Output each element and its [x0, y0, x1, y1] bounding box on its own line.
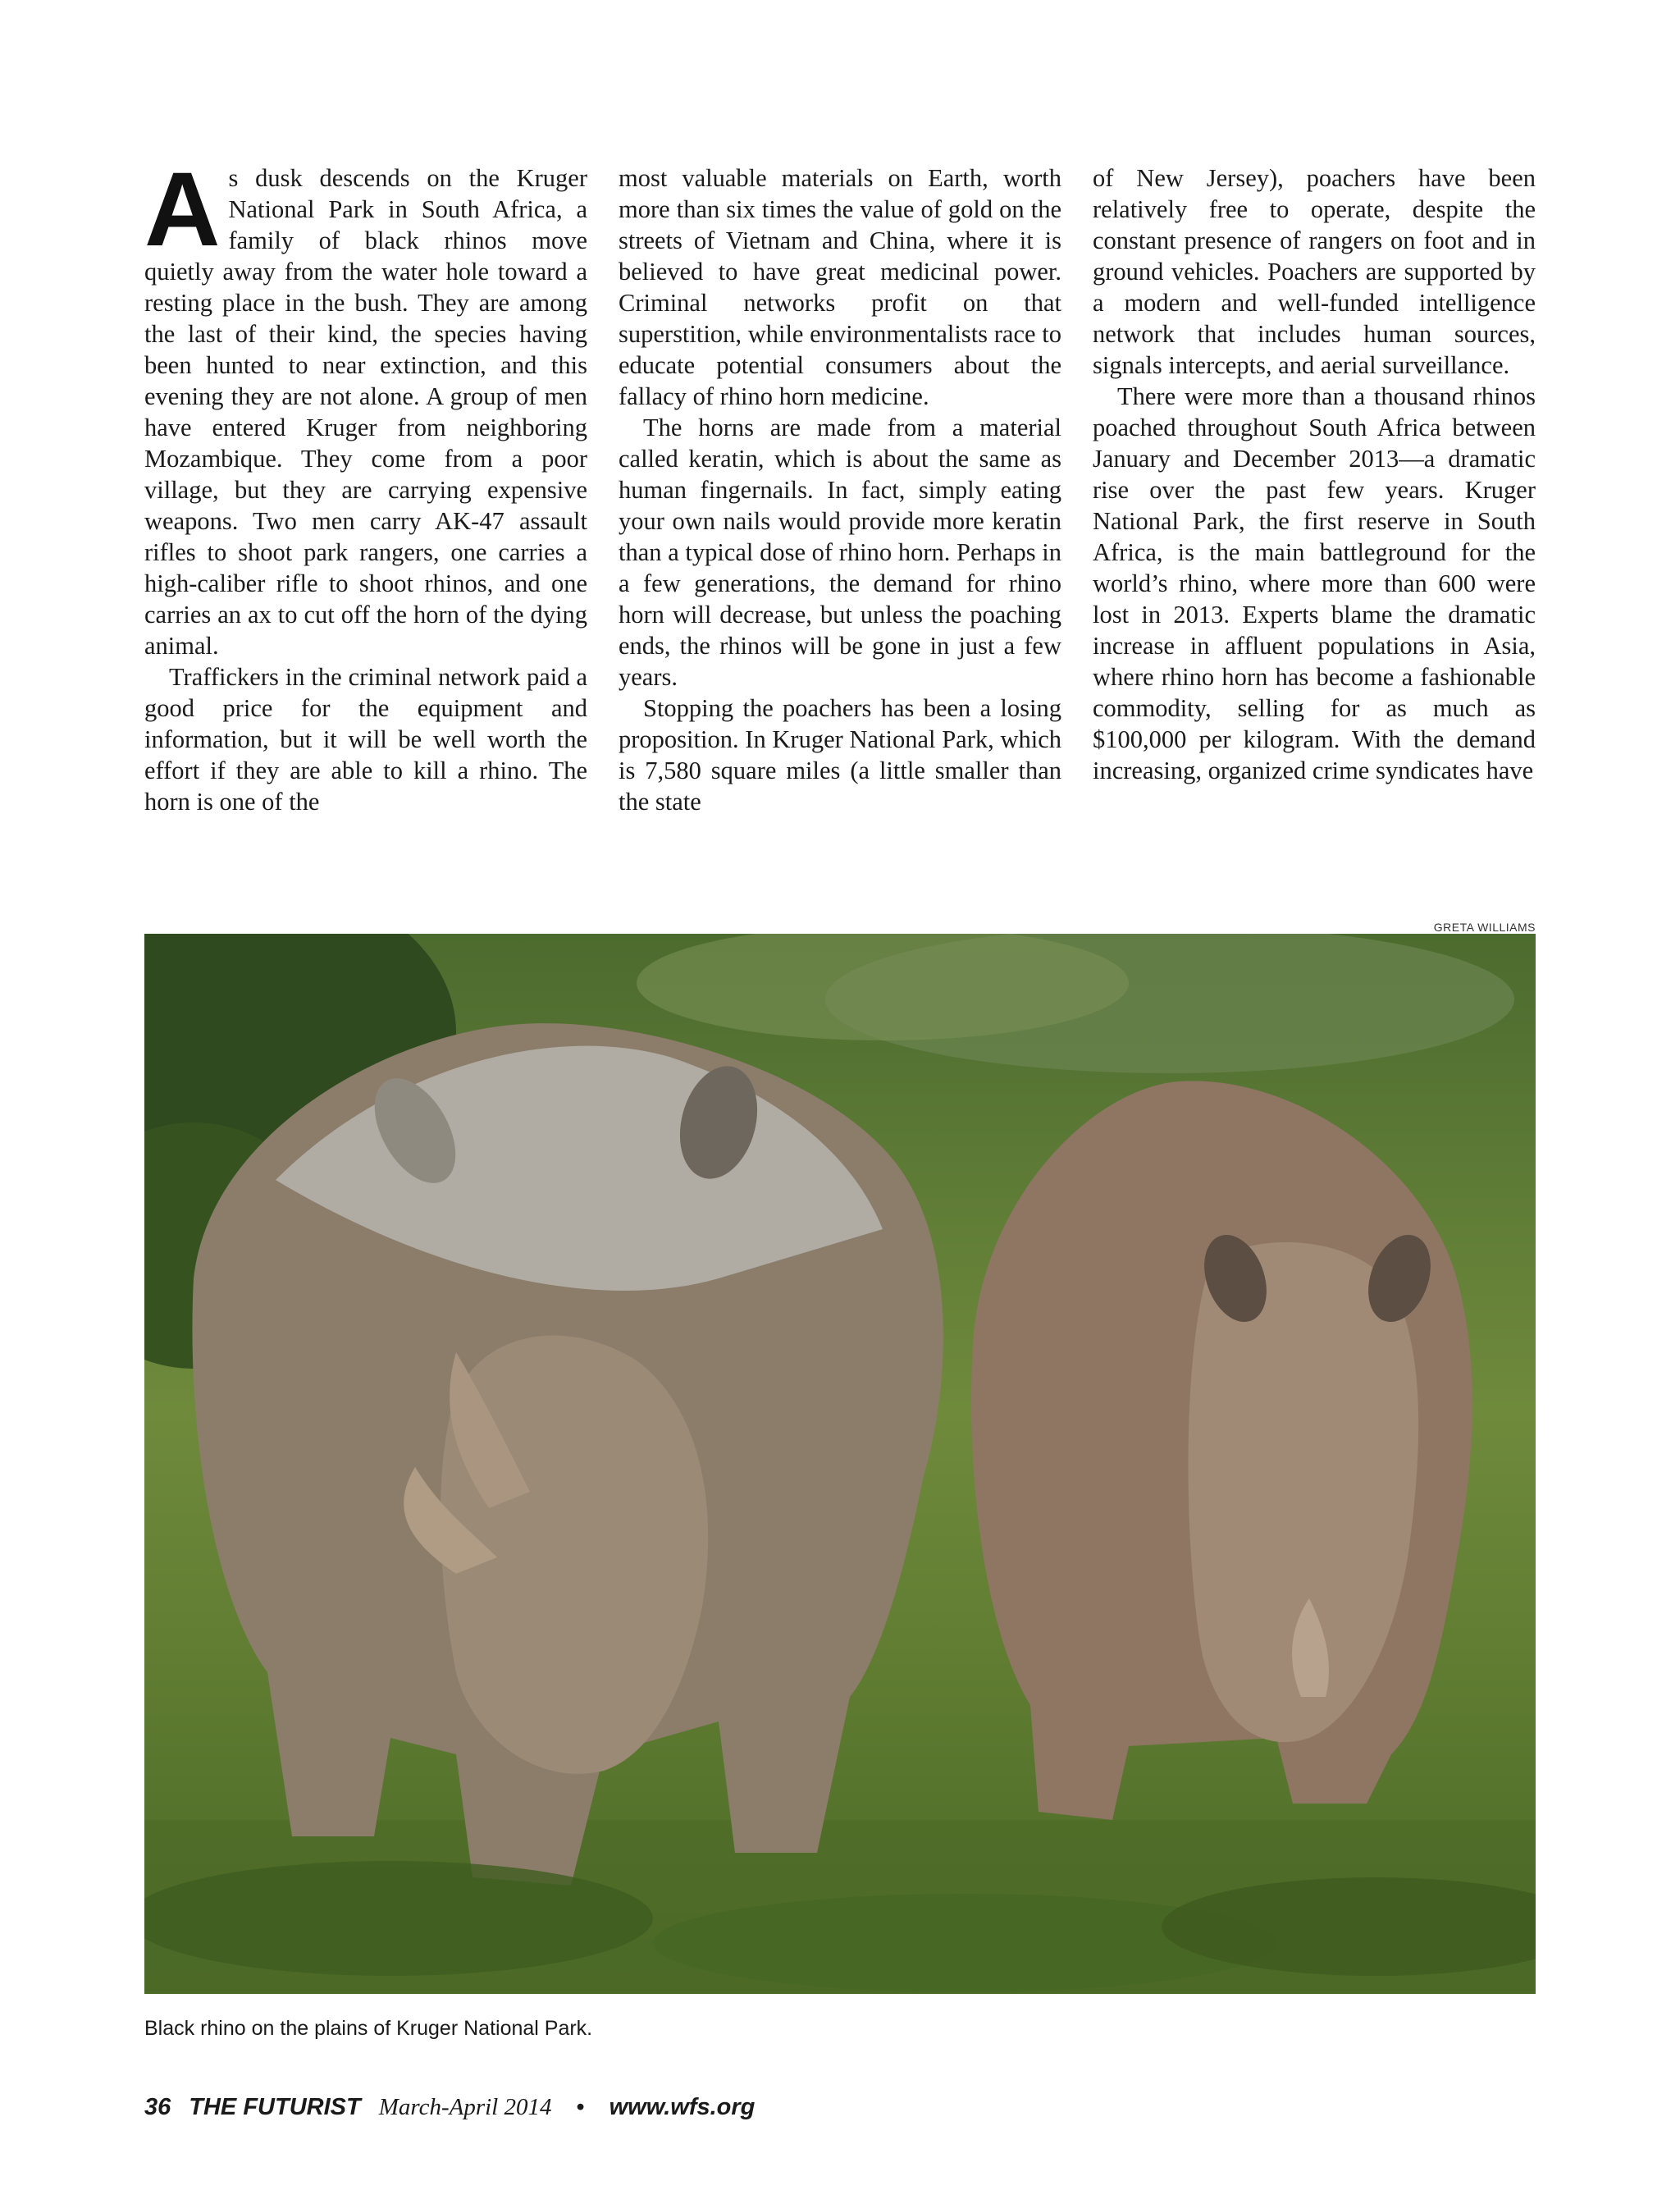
paragraph: of New Jersey), poachers have been relatively free to operate, despite the constant presence of rangers on foot and in ground vehicles. Poachers are supported by a modern and well-funded intelligence network that includes human sources, signals intercepts, and aerial surveillance.	[1093, 164, 1536, 379]
paragraph: Traffickers in the criminal network paid a good price for the equipment and information, but it will be well worth the effort if they are able to kill a rhino. The horn is one of the	[144, 663, 587, 816]
paragraph: most valuable materials on Earth, worth more than six times the value of gold on the streets of Vietnam and China, where it is believed to have great medicinal power. Criminal networks profit on that superstition, while environmentalists race to educate potential consumers about the fallacy of rhino horn medicine.	[619, 164, 1061, 410]
column-1	[144, 162, 587, 885]
issue-date: March-April 2014	[378, 2094, 552, 2120]
paragraph: There were more than a thousand rhinos poached throughout South Africa between January and December 2013—a dramatic rise over the past few years. Kruger National Park, the first reserve in South Africa, is the main battleground for the world’s rhino, where more than 600 were lost in 2013. Experts blame the dramatic increase in affluent populations in Asia, where rhino horn has become a fashionable commodity, selling for as much as $100,000 per kilogram. With the demand increasing, organized crime syndicates have	[1093, 382, 1536, 784]
rhino-illustration	[144, 934, 1536, 1994]
rhino-left	[192, 1023, 943, 1886]
column-2	[619, 162, 1061, 885]
photo-caption: Black rhino on the plains of Kruger National Park.	[144, 2017, 593, 2040]
rhino-photo	[144, 934, 1536, 1994]
grass-tuft	[144, 1861, 653, 1976]
separator-bullet: •	[576, 2094, 585, 2120]
page-number: 36	[144, 2094, 171, 2120]
website-link[interactable]: www.wfs.org	[609, 2094, 756, 2120]
column-3	[1093, 162, 1536, 885]
rhino-right	[971, 1081, 1472, 1820]
paragraph: The horns are made from a material called keratin, which is about the same as human fingernails. In fact, simply eating your own nails would provide more keratin than a typical dose of rhino horn. Perhaps in a few generations, the demand for rhino horn will decrease, but unless the poaching ends, the rhinos will be gone in just a few years.	[619, 414, 1061, 691]
paragraph: Stopping the poachers has been a losing proposition. In Kruger National Park, which is 7,580 square miles (a little smaller than the state	[619, 694, 1061, 816]
magazine-name: THE FUTURIST	[189, 2094, 361, 2120]
page-footer	[144, 2094, 755, 2121]
paragraph: As dusk descends on the Kruger National Park in South Africa, a family of black rhinos move quietly away from the water hole toward a resting place in the bush. They are among the last of their kind, the species having been hunted to near extinction, and this evening they are not alone. A group of men have entered Kruger from neighboring Mozambique. They come from a poor village, but they are carrying expensive weapons. Two men carry AK-47 assault rifles to shoot park rangers, one carries a high-caliber rifle to shoot rhinos, and one carries an ax to cut off the horn of the dying animal.	[144, 162, 587, 660]
drop-cap: A	[144, 162, 221, 268]
article-body	[144, 162, 1536, 885]
photo-credit: GRETA WILLIAMS	[1433, 921, 1536, 934]
